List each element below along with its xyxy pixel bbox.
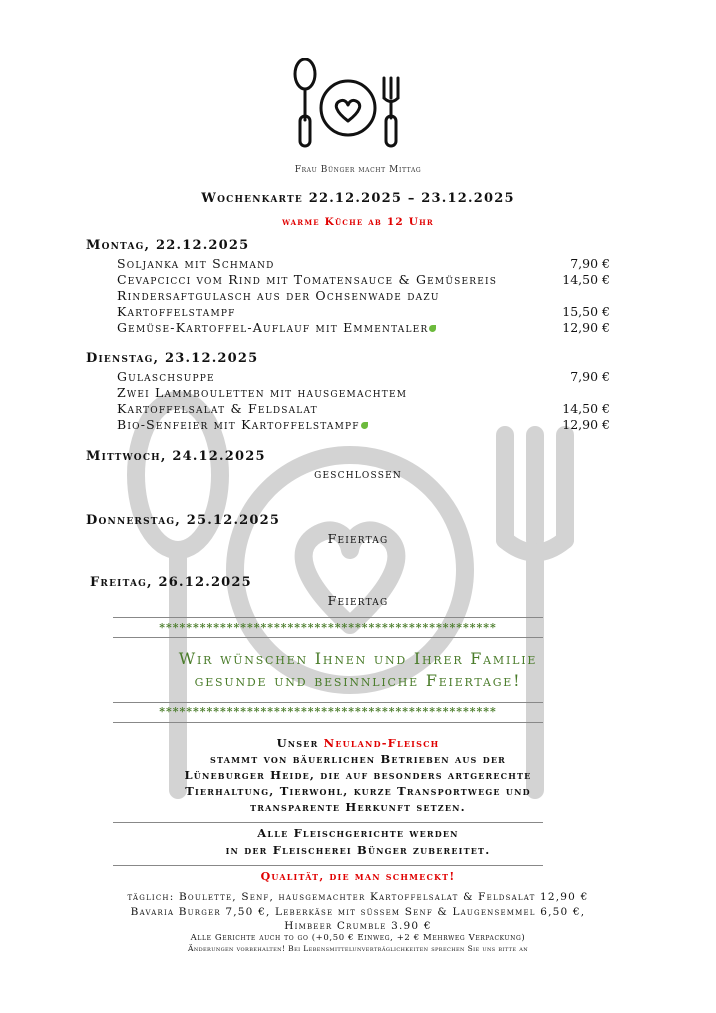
daily-offer-line: Bavaria Burger 7,50 €, Leberkäse mit süssem Senf & Laugensemmel 6,50 €, (130, 906, 586, 918)
star-divider: ************************************************** (159, 705, 497, 718)
menu-item-label: Bio-Senfeier mit Kartoffelstampf (117, 417, 360, 432)
allergy-footnote: Änderungen vorbehalten! Bei Lebensmittelunverträglichkeiten sprechen Sie uns bitte an (188, 944, 528, 953)
menu-item: Zwei Lammbouletten mit hausgemachtem (117, 385, 408, 400)
daily-offer-line: Himbeer Crumble 3.90 € (284, 920, 432, 932)
divider (113, 702, 543, 703)
menu-item: Soljanka mit Schmand (117, 256, 275, 271)
warm-kitchen-note: warme Küche ab 12 Uhr (282, 216, 434, 228)
brand-name: Frau Bünger macht Mittag (294, 165, 422, 175)
menu-item-vegetarian (117, 417, 368, 432)
menu-item-price: 12,90 € (562, 320, 610, 335)
meat-info-highlight: Neuland-Fleisch (323, 736, 440, 750)
day-heading-donnerstag: Donnerstag, 25.12.2025 (86, 513, 281, 528)
star-divider: ************************************************** (159, 621, 497, 634)
divider (113, 722, 543, 723)
day-heading-montag: Montag, 22.12.2025 (86, 238, 250, 253)
menu-item-price: 7,90 € (570, 256, 610, 271)
menu-item-label: Gemüse-Kartoffel-Auflauf mit Emmentaler (117, 320, 429, 335)
menu-item-price: 14,50 € (562, 272, 610, 287)
menu-item: Rindersaftgulasch aus der Ochsenwade dazu (117, 288, 440, 303)
meat-info-heading (0, 736, 716, 750)
menu-item-price: 7,90 € (570, 369, 610, 384)
holiday-wish-line1: Wir wünschen Ihnen und Ihrer Familie (178, 649, 538, 668)
meat-info-line: Lüneburger Heide, die auf besonders artgerechte (184, 768, 532, 782)
meat-info-line: transparente Herkunft setzen. (250, 800, 466, 814)
divider (113, 617, 543, 618)
day-heading-freitag: Freitag, 26.12.2025 (90, 575, 252, 590)
day-note-holiday: Feiertag (327, 593, 389, 608)
meat-info-line: Tierhaltung, Tierwohl, kurze Transportwege und (185, 784, 531, 798)
day-heading-mittwoch: Mittwoch, 24.12.2025 (86, 449, 266, 464)
vegetarian-leaf-icon (361, 422, 368, 429)
divider (113, 822, 543, 823)
menu-item: Gulaschsuppe (117, 369, 215, 384)
menu-item-price: 15,50 € (562, 304, 610, 319)
meat-info-line: stammt von bäuerlichen Betrieben aus der (210, 752, 506, 766)
butcher-info-line: Alle Fleischgerichte werden (257, 826, 459, 840)
divider (113, 637, 543, 638)
day-heading-dienstag: Dienstag, 23.12.2025 (86, 351, 259, 366)
menu-item: Kartoffelstampf (117, 304, 236, 319)
holiday-wish-line2: gesunde und besinnliche Feiertage! (194, 671, 522, 690)
logo-cutlery-heart-icon (288, 58, 408, 150)
day-note-holiday: Feiertag (327, 531, 389, 546)
menu-item: Cevapcicci vom Rind mit Tomatensauce & Gemüsereis (117, 272, 498, 287)
menu-item-vegetarian (117, 320, 436, 335)
day-note-closed: geschlossen (314, 466, 402, 481)
daily-offer-line: täglich: Boulette, Senf, hausgemachter Kartoffelsalat & Feldsalat 12,90 € (127, 891, 589, 903)
divider (113, 865, 543, 866)
to-go-footnote: Alle Gerichte auch to go (+0,50 € Einweg, +2 € Mehrweg Verpackung) (190, 933, 526, 943)
menu-item: Kartoffelsalat & Feldsalat (117, 401, 318, 416)
page-title: Wochenkarte 22.12.2025 – 23.12.2025 (201, 191, 515, 206)
meat-info-prefix: Unser (276, 736, 324, 750)
vegetarian-leaf-icon (429, 325, 436, 332)
butcher-info-line: in der Fleischerei Bünger zubereitet. (225, 843, 491, 857)
menu-item-price: 14,50 € (562, 401, 610, 416)
quality-slogan: Qualität, die man schmeckt! (260, 870, 456, 883)
menu-item-price: 12,90 € (562, 417, 610, 432)
